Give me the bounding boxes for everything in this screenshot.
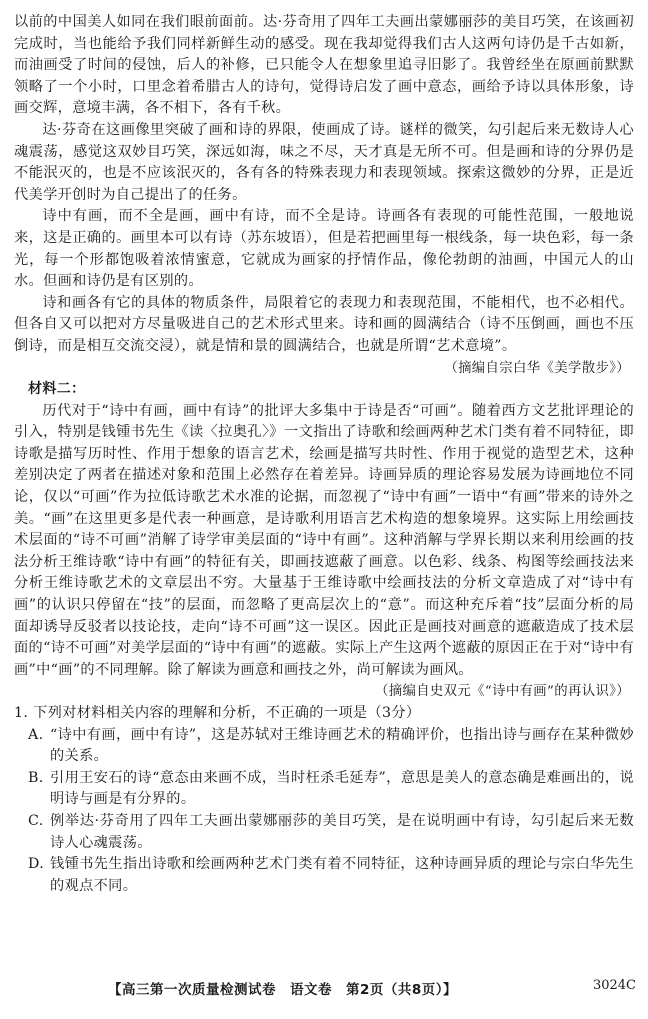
option-a — [14, 725, 634, 768]
page-footer — [0, 974, 648, 998]
material2-source: （摘编自史双元《“诗中有画”的再认识》） — [374, 684, 630, 700]
question-1-stem: 1. 下列对材料相关内容的理解和分析，不正确的一项是（3分） — [14, 705, 421, 721]
option-c-letter: C. — [28, 812, 44, 829]
footer-exam-code: 3024C — [592, 978, 636, 993]
material1-paragraph-4: 诗和画各有它的具体的物质条件，局限着它的表现力和表现范围，不能相代，也不必相代。但各自又可以把对方尽量吸进自己的艺术形式里来。诗和画的圆满结合（诗不压倒画，画也不压倒诗，而是相互交流交浸），就是情和景的圆满结合，也就是所谓“艺术意境”。 — [14, 294, 634, 354]
material2-paragraph-1: 历代对于“诗中有画，画中有诗”的批评大多集中于诗是否“可画”。随着西方文艺批评理论的引入，特别是钱锺书先生《读〈拉奥孔〉》一文指出了诗歌和绘画两种艺术门类有着不同特征，即诗歌是描写历时性、作用于想象的语言艺术，绘画是描写共时性、作用于视觉的造型艺术，这种差别决定了两者在描述对象和范围上必然存在着差异。诗画异质的理论容易发展为诗画地位不同论，仅以“可画”作为拉低诗歌艺术水准的论据，而忽视了“诗中有画”一语中“有画”带来的诗外之美。“画”在这里更多是代表一种画意，是诗歌利用语言艺术构造的想象境界。这实际上用绘画技术层面的“诗不可画”消解了诗学审美层面的“诗中有画”。这种消解与学界长期以来利用绘画的技法分析王维诗歌“诗中有画”的特征有关，即画技遮蔽了画意。以色彩、线条、构图等绘画技法来分析王维诗歌艺术的文章层出不穷。大量基于王维诗歌中绘画技法的分析文章造成了对“诗中有画”的认识只停留在“技”的层面，而忽略了更高层次上的“意”。而这种充斥着“技”层面分析的局面却诱导反驳者以技论技，走向“诗不可画”这一误区。因此正是画技对画意的遮蔽造成了技术层面的“诗不可画”对美学层面的“诗中有画”的遮蔽。实际上产生这两个遮蔽的原因正在于对“诗中有画”中“画”的不同理解。除了解读为画意和画技之外，尚可解读为画风。 — [14, 402, 634, 678]
option-d-text: 钱锺书先生指出诗歌和绘画两种艺术门类有着不同特征，这种诗画异质的理论与宗白华先生的观点不同。 — [50, 856, 634, 894]
option-b-text: 引用王安石的诗“意态由来画不成，当时枉杀毛延寿”，意思是美人的意态确是难画出的，说明诗与画是有分界的。 — [50, 769, 634, 808]
exam-page — [14, 12, 634, 1002]
material1-paragraph-2: 达·芬奇在这画像里突破了画和诗的界限，使画成了诗。谜样的微笑，勾引起后来无数诗人心魂震荡，感觉这双妙目巧笑，深远如海，味之不尽，天才真是无所不可。但是画和诗的分界仍是不能泯灭的，也是不应该泯灭的，各有各的特殊表现力和表现领域。探索这微妙的分界，正是近代美学开创时为自己提出了的任务。 — [14, 121, 634, 203]
material1-source: （摘编自宗白华《美学散步》） — [444, 360, 630, 376]
option-b — [14, 768, 634, 811]
option-c — [14, 811, 634, 854]
option-a-text: “诗中有画，画中有诗”，这是苏轼对王维诗画艺术的精确评价，也指出诗与画存在某种微妙的关系。 — [50, 726, 634, 765]
material1-paragraph-1: 以前的中国美人如同在我们眼前面前。达·芬奇用了四年工夫画出蒙娜丽莎的美目巧笑，在该画初完成时，当也能给予我们同样新鲜生动的感受。现在我却觉得我们古人这两句诗仍是千古如新，而油画受了时间的侵蚀，后人的补修，已只能令人在想象里追寻旧影了。我曾经坐在原画前默默领略了一个小时，口里念着希腊古人的诗句，觉得诗启发了画中意态，画给予诗以具体形象，诗画交辉，意境丰满，各不相下，各有千秋。 — [14, 14, 634, 117]
option-a-letter: A. — [28, 726, 44, 743]
option-c-text: 例举达·芬奇用了四年工夫画出蒙娜丽莎的美目巧笑，是在说明画中有诗，勾引起后来无数诗人心魂震荡。 — [50, 812, 634, 851]
material1-paragraph-3: 诗中有画，而不全是画，画中有诗，而不全是诗。诗画各有表现的可能性范围，一般地说来，这是正确的。画里本可以有诗（苏东坡语），但是若把画里每一根线条，每一块色彩，每一条光，每一个形都饱吸着浓情蜜意，它就成为画家的抒情作品，像伦勃朗的油画，中国元人的山水。但画和诗仍是有区别的。 — [14, 208, 634, 290]
option-d — [14, 854, 634, 897]
option-d-letter: D. — [28, 856, 45, 873]
material2-heading: 材料二： — [28, 381, 86, 398]
option-b-letter: B. — [28, 769, 44, 786]
footer-exam-title: 【高三第一次质量检测试卷 语文卷 第2页（共8页）】 — [108, 982, 458, 998]
